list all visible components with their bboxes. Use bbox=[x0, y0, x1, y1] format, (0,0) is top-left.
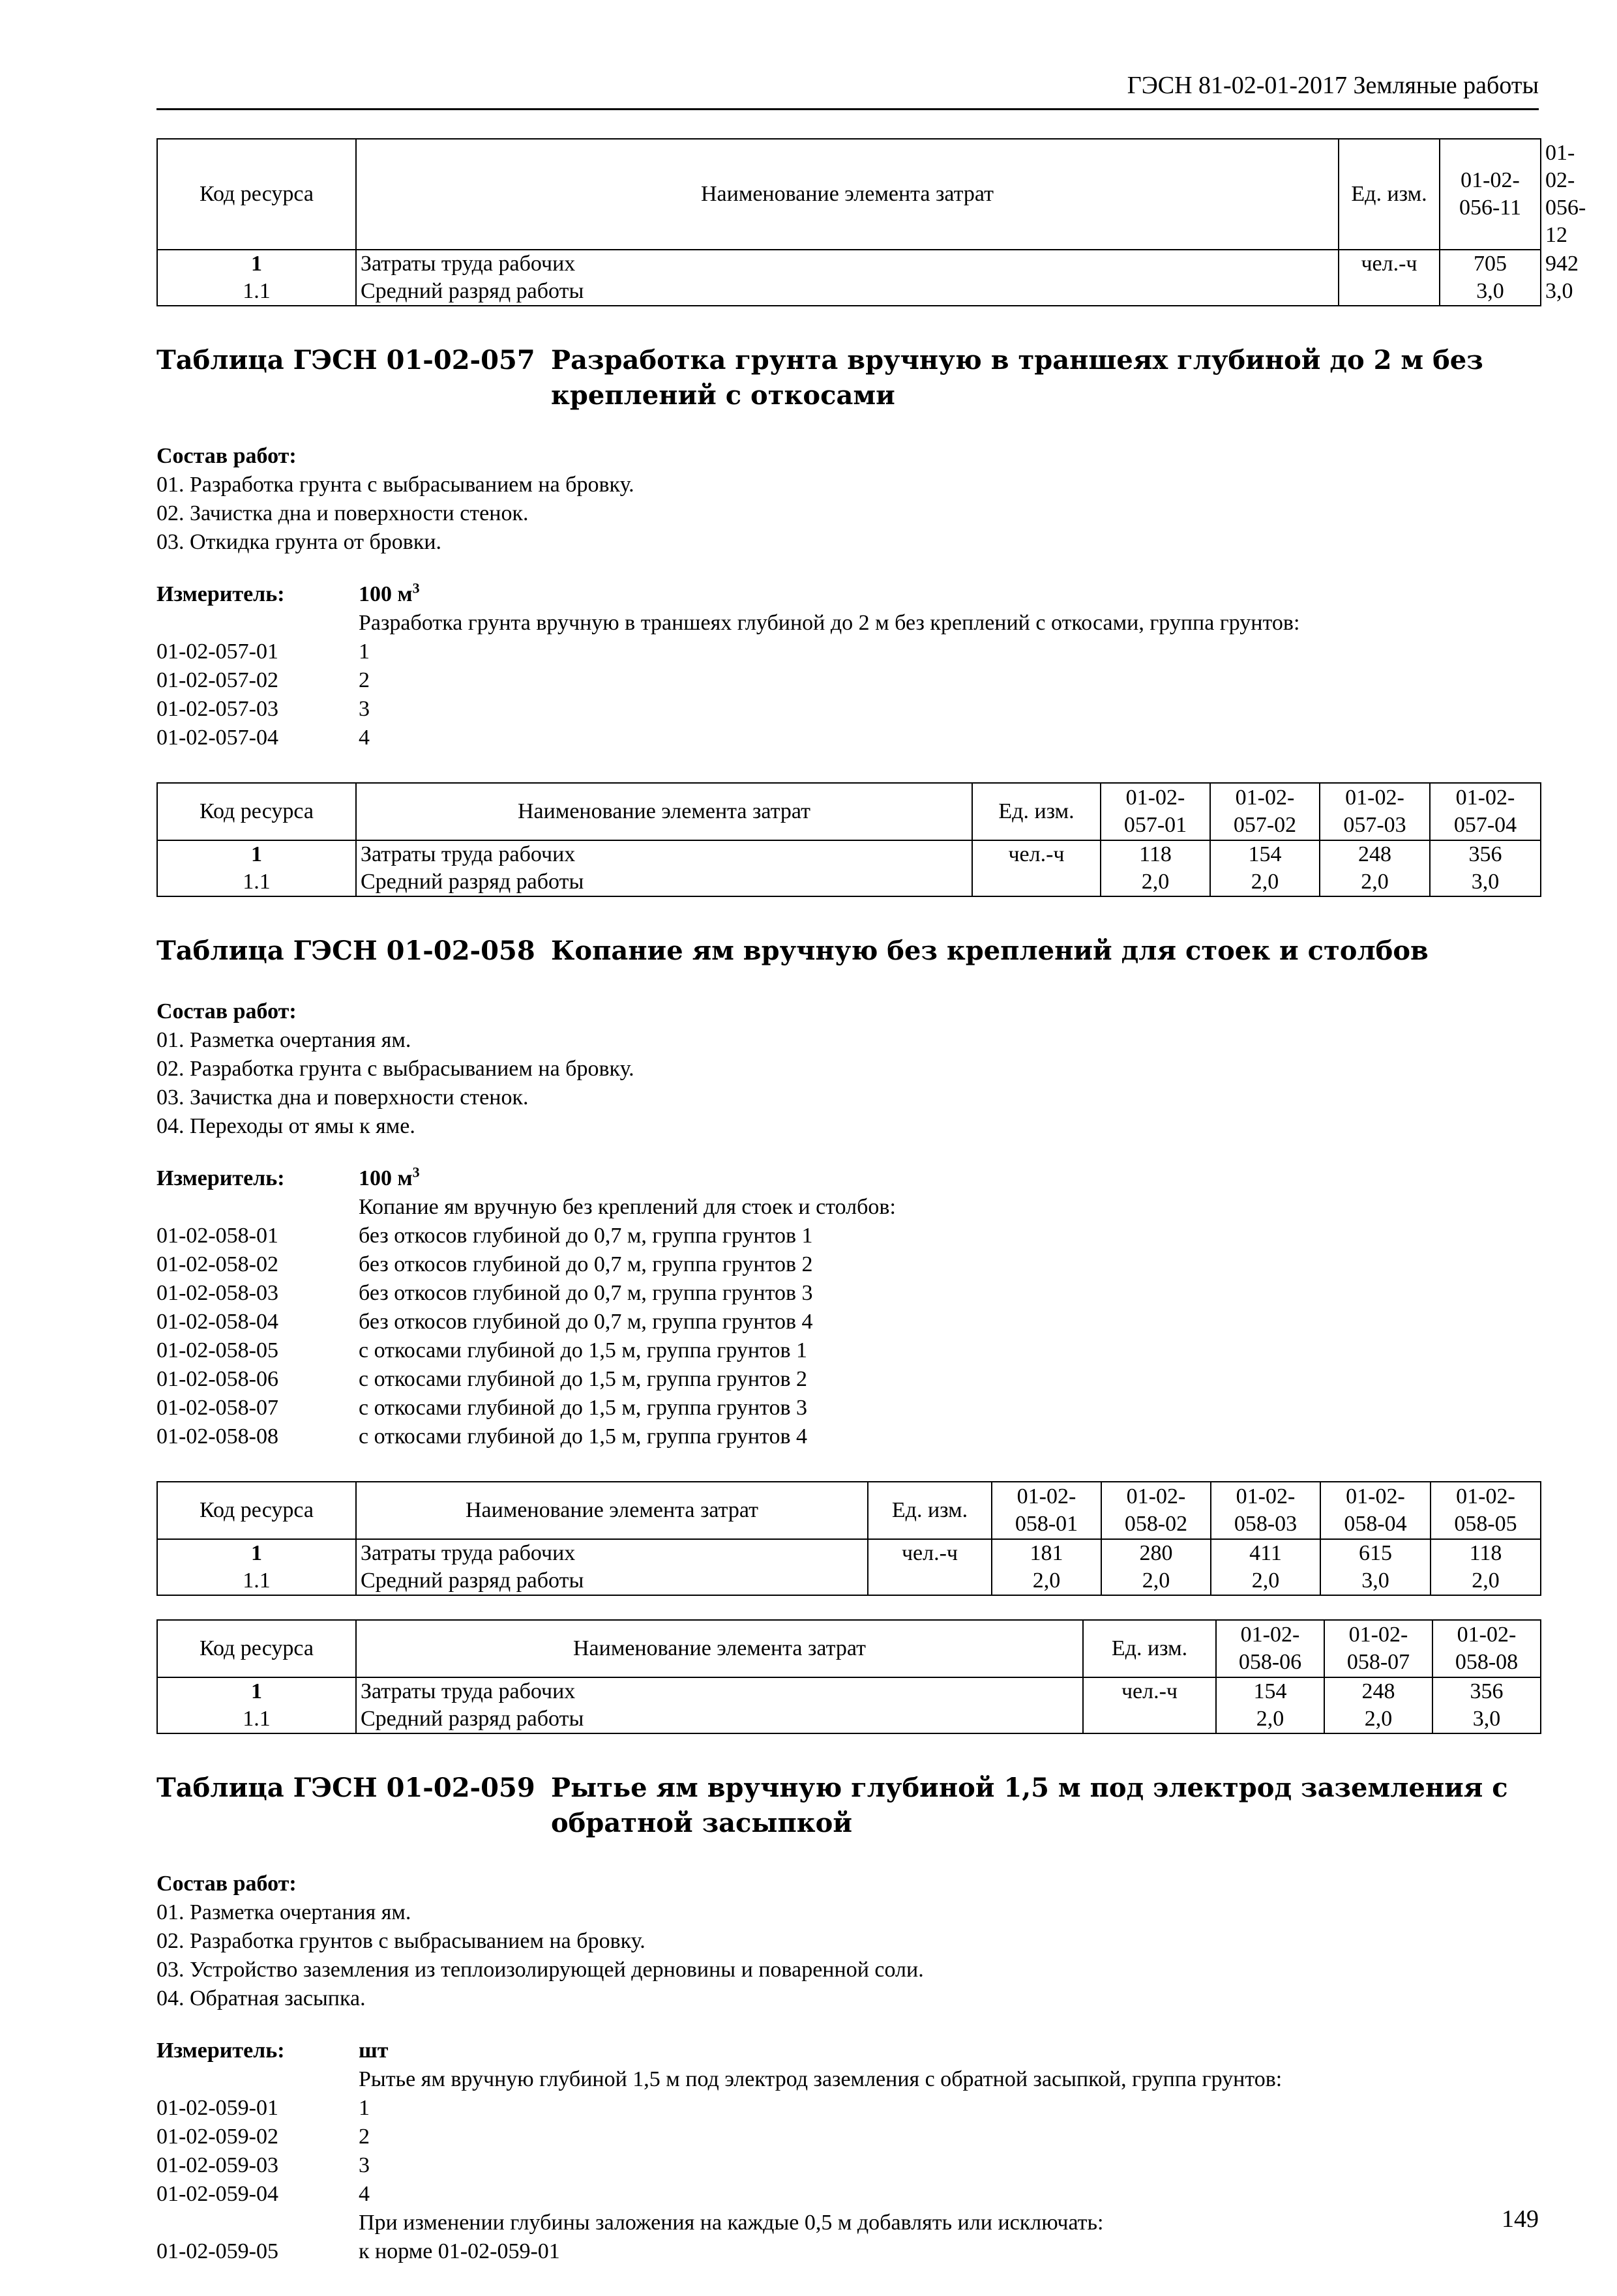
page-number: 149 bbox=[1502, 2205, 1539, 2233]
header-element-name: Наименование элемента затрат bbox=[356, 1482, 868, 1539]
resource-value: 2,0 bbox=[1216, 1705, 1324, 1733]
norm-item: 01-02-058-02 без откосов глубиной до 0,7 м, группа грунтов 2 bbox=[156, 1252, 813, 1276]
table-header-row: Код ресурса Наименование элемента затрат Ед. изм. 01-02- 056-11 01-02- 056-12 bbox=[157, 139, 1541, 250]
norm-item: 01-02-059-01 1 bbox=[156, 2096, 370, 2120]
resource-code: 1 bbox=[157, 840, 356, 868]
header-norm-code: 01-02- 058-04 bbox=[1320, 1482, 1431, 1539]
resource-value: 3,0 bbox=[1320, 1567, 1431, 1595]
measure-label: Измеритель: bbox=[156, 582, 285, 606]
work-label: Состав работ: bbox=[156, 1872, 297, 1896]
resource-value: 2,0 bbox=[1431, 1567, 1541, 1595]
table-row bbox=[157, 840, 1541, 868]
table-row: 1 Затраты труда рабочих чел.-ч 705 942 bbox=[157, 250, 1541, 278]
table-header-row bbox=[157, 1620, 1541, 1677]
resource-value: 2,0 bbox=[1324, 1705, 1432, 1733]
resource-value: 2,0 bbox=[1210, 868, 1320, 896]
norm-item: 01-02-058-01 без откосов глубиной до 0,7 м, группа грунтов 1 bbox=[156, 1224, 813, 1248]
resource-name: Затраты труда рабочих bbox=[356, 840, 972, 868]
work-item: 03. Устройство заземления из теплоизолирующей дерновины и поваренной соли. bbox=[156, 1958, 924, 1982]
table-row: 1.1 Средний разряд работы 3,0 3,0 bbox=[157, 278, 1541, 306]
norm-item: 01-02-059-04 4 bbox=[156, 2182, 370, 2206]
resource-code: 1.1 bbox=[157, 868, 356, 896]
norm-item: 01-02-057-02 2 bbox=[156, 668, 370, 692]
resource-value: 181 bbox=[992, 1539, 1101, 1567]
page-header bbox=[156, 70, 1539, 110]
table-row bbox=[157, 868, 1541, 896]
table-title-057 bbox=[156, 343, 1540, 413]
norm-item: 01-02-057-04 4 bbox=[156, 726, 370, 750]
resource-value: 615 bbox=[1320, 1539, 1431, 1567]
header-norm-code: 01-02- 058-08 bbox=[1432, 1620, 1541, 1677]
header-title: ГЭСН 81-02-01-2017 Земляные работы bbox=[1127, 72, 1539, 99]
measure-value: 100 $м^3$ bbox=[359, 580, 420, 606]
table-name: Рытье ям вручную глубиной 1,5 м под электрод заземления с обратной засыпкой bbox=[551, 1773, 1508, 1838]
work-item: 02. Разработка грунтов с выбрасыванием на бровку. bbox=[156, 1929, 645, 1953]
norm-item: 01-02-059-02 2 bbox=[156, 2125, 370, 2149]
resource-name: Средний разряд работы bbox=[356, 278, 1339, 306]
resource-value: 2,0 bbox=[1101, 868, 1210, 896]
resource-unit: чел.-ч bbox=[972, 840, 1101, 868]
work-label: Состав работ: bbox=[156, 444, 297, 468]
resource-table-057 bbox=[156, 782, 1541, 897]
header-code-resource: Код ресурса bbox=[157, 1620, 356, 1677]
table-title-058 bbox=[156, 934, 1540, 969]
resource-unit: чел.-ч bbox=[1339, 250, 1440, 278]
resource-name: Затраты труда рабочих bbox=[356, 1677, 1083, 1705]
resource-name: Средний разряд работы bbox=[356, 868, 972, 896]
norm-item: 01-02-058-07 с откосами глубиной до 1,5 м, группа грунтов 3 bbox=[156, 1396, 808, 1420]
resource-value: 154 bbox=[1216, 1677, 1324, 1705]
resource-name: Средний разряд работы bbox=[356, 1705, 1083, 1733]
resource-value: 2,0 bbox=[992, 1567, 1101, 1595]
work-item: 02. Разработка грунта с выбрасыванием на бровку. bbox=[156, 1057, 634, 1081]
resource-value: 2,0 bbox=[1211, 1567, 1320, 1595]
header-norm-code: 01-02- 058-03 bbox=[1211, 1482, 1320, 1539]
norm-item: 01-02-057-03 3 bbox=[156, 697, 370, 721]
resource-value: 118 bbox=[1431, 1539, 1541, 1567]
resource-unit: чел.-ч bbox=[1083, 1677, 1216, 1705]
norm-item: 01-02-058-04 без откосов глубиной до 0,7 м, группа грунтов 4 bbox=[156, 1310, 813, 1334]
work-item: 01. Разметка очертания ям. bbox=[156, 1900, 411, 1924]
measure-block bbox=[156, 1164, 1540, 1451]
resource-name: Затраты труда рабочих bbox=[356, 1539, 868, 1567]
header-norm-code: 01-02- 058-01 bbox=[992, 1482, 1101, 1539]
work-label: Состав работ: bbox=[156, 999, 297, 1023]
resource-value: 356 bbox=[1430, 840, 1541, 868]
work-item: 04. Обратная засыпка. bbox=[156, 1986, 366, 2010]
measure-label: Измеритель: bbox=[156, 2038, 285, 2063]
header-unit: Ед. изм. bbox=[1083, 1620, 1216, 1677]
work-list bbox=[156, 1026, 1540, 1141]
header-code-resource: Код ресурса bbox=[157, 783, 356, 840]
resource-value: 3,0 bbox=[1440, 278, 1541, 306]
measure-description: Разработка грунта вручную в траншеях глубиной до 2 м без креплений с откосами, группа грунтов: bbox=[359, 611, 1300, 635]
resource-value: 248 bbox=[1320, 840, 1430, 868]
resource-unit: чел.-ч bbox=[868, 1539, 992, 1567]
norm-item: 01-02-057-01 1 bbox=[156, 640, 370, 664]
work-list bbox=[156, 1898, 1540, 2013]
resource-code: 1 bbox=[157, 1539, 356, 1567]
work-list bbox=[156, 471, 1540, 557]
norm-item: 01-02-058-03 без откосов глубиной до 0,7 м, группа грунтов 3 bbox=[156, 1281, 813, 1305]
table-row bbox=[157, 1539, 1541, 1567]
header-norm-code: 01-02- 058-07 bbox=[1324, 1620, 1432, 1677]
measure-value: 100 $м^3$ bbox=[359, 1164, 420, 1190]
work-item: 01. Разработка грунта с выбрасыванием на бровку. bbox=[156, 473, 634, 497]
work-item: 04. Переходы от ямы к яме. bbox=[156, 1114, 415, 1138]
resource-value: 705 bbox=[1440, 250, 1541, 278]
table-code: Таблица ГЭСН 01-02-059 bbox=[156, 1773, 535, 1803]
work-item: 03. Откидка грунта от бровки. bbox=[156, 530, 442, 554]
header-element-name: Наименование элемента затрат bbox=[356, 139, 1339, 250]
header-norm-code: 01-02- 058-05 bbox=[1431, 1482, 1541, 1539]
header-norm-code: 01-02- 058-02 bbox=[1101, 1482, 1211, 1539]
measure-block bbox=[156, 2037, 1540, 2266]
adjustment-note: При изменении глубины заложения на каждые 0,5 м добавлять или исключать: bbox=[359, 2211, 1104, 2235]
resource-code: 1 bbox=[157, 250, 356, 278]
table-row bbox=[157, 1567, 1541, 1595]
norm-item: 01-02-059-05 к норме 01-02-059-01 bbox=[156, 2239, 560, 2263]
header-norm-code: 01-02- 056-11 bbox=[1440, 139, 1541, 250]
resource-value: 3,0 bbox=[1430, 868, 1541, 896]
resource-value: 118 bbox=[1101, 840, 1210, 868]
measure-block bbox=[156, 580, 1540, 752]
table-code: Таблица ГЭСН 01-02-058 bbox=[156, 935, 535, 966]
measure-description: Рытье ям вручную глубиной 1,5 м под электрод заземления с обратной засыпкой, группа грунтов: bbox=[359, 2067, 1283, 2091]
header-norm-code: 01-02- 057-01 bbox=[1101, 783, 1210, 840]
resource-value: 3,0 bbox=[1432, 1705, 1541, 1733]
header-code-resource: Код ресурса bbox=[157, 139, 356, 250]
resource-code: 1.1 bbox=[157, 1567, 356, 1595]
resource-name: Средний разряд работы bbox=[356, 1567, 868, 1595]
norm-item: 01-02-058-05 с откосами глубиной до 1,5 м, группа грунтов 1 bbox=[156, 1338, 808, 1362]
norm-item: 01-02-059-03 3 bbox=[156, 2153, 370, 2177]
header-norm-code: 01-02- 057-03 bbox=[1320, 783, 1430, 840]
header-unit: Ед. изм. bbox=[972, 783, 1101, 840]
norm-item: 01-02-058-06 с откосами глубиной до 1,5 м, группа грунтов 2 bbox=[156, 1367, 808, 1391]
table-name: Разработка грунта вручную в траншеях глубиной до 2 м без креплений с откосами bbox=[551, 345, 1483, 411]
work-item: 02. Зачистка дна и поверхности стенок. bbox=[156, 501, 529, 525]
measure-description: Копание ям вручную без креплений для стоек и столбов: bbox=[359, 1195, 896, 1219]
resource-value: 2,0 bbox=[1101, 1567, 1211, 1595]
resource-value: 356 bbox=[1432, 1677, 1541, 1705]
measure-label: Измеритель: bbox=[156, 1166, 285, 1190]
header-unit: Ед. изм. bbox=[868, 1482, 992, 1539]
resource-value: 154 bbox=[1210, 840, 1320, 868]
work-item: 01. Разметка очертания ям. bbox=[156, 1028, 411, 1052]
table-header-row bbox=[157, 1482, 1541, 1539]
resource-name: Затраты труда рабочих bbox=[356, 250, 1339, 278]
resource-table-058a bbox=[156, 1481, 1541, 1596]
header-code-resource: Код ресурса bbox=[157, 1482, 356, 1539]
resource-unit bbox=[1083, 1705, 1216, 1733]
resource-unit bbox=[868, 1567, 992, 1595]
header-norm-code: 01-02- 057-04 bbox=[1430, 783, 1541, 840]
page-content bbox=[156, 138, 1586, 2296]
resource-table-058b bbox=[156, 1619, 1541, 1734]
table-title-059 bbox=[156, 1771, 1540, 1841]
header-norm-code: 01-02- 057-02 bbox=[1210, 783, 1320, 840]
header-element-name: Наименование элемента затрат bbox=[356, 783, 972, 840]
resource-unit bbox=[1339, 278, 1440, 306]
table-row bbox=[157, 1705, 1541, 1733]
table-code: Таблица ГЭСН 01-02-057 bbox=[156, 345, 535, 375]
resource-value: 411 bbox=[1211, 1539, 1320, 1567]
resource-code: 1.1 bbox=[157, 278, 356, 306]
resource-value: 280 bbox=[1101, 1539, 1211, 1567]
resource-value: 2,0 bbox=[1320, 868, 1430, 896]
table-header-row bbox=[157, 783, 1541, 840]
resource-unit bbox=[972, 868, 1101, 896]
resource-code: 1 bbox=[157, 1677, 356, 1705]
resource-value: 248 bbox=[1324, 1677, 1432, 1705]
measure-value: шт bbox=[359, 2038, 389, 2063]
work-item: 03. Зачистка дна и поверхности стенок. bbox=[156, 1085, 529, 1110]
resource-code: 1.1 bbox=[157, 1705, 356, 1733]
table-name: Копание ям вручную без креплений для стоек и столбов bbox=[551, 935, 1429, 966]
table-row bbox=[157, 1677, 1541, 1705]
header-unit: Ед. изм. bbox=[1339, 139, 1440, 250]
resource-table-056 bbox=[156, 138, 1586, 306]
norm-item: 01-02-058-08 с откосами глубиной до 1,5 м, группа грунтов 4 bbox=[156, 1424, 808, 1449]
header-norm-code: 01-02- 058-06 bbox=[1216, 1620, 1324, 1677]
header-element-name: Наименование элемента затрат bbox=[356, 1620, 1083, 1677]
